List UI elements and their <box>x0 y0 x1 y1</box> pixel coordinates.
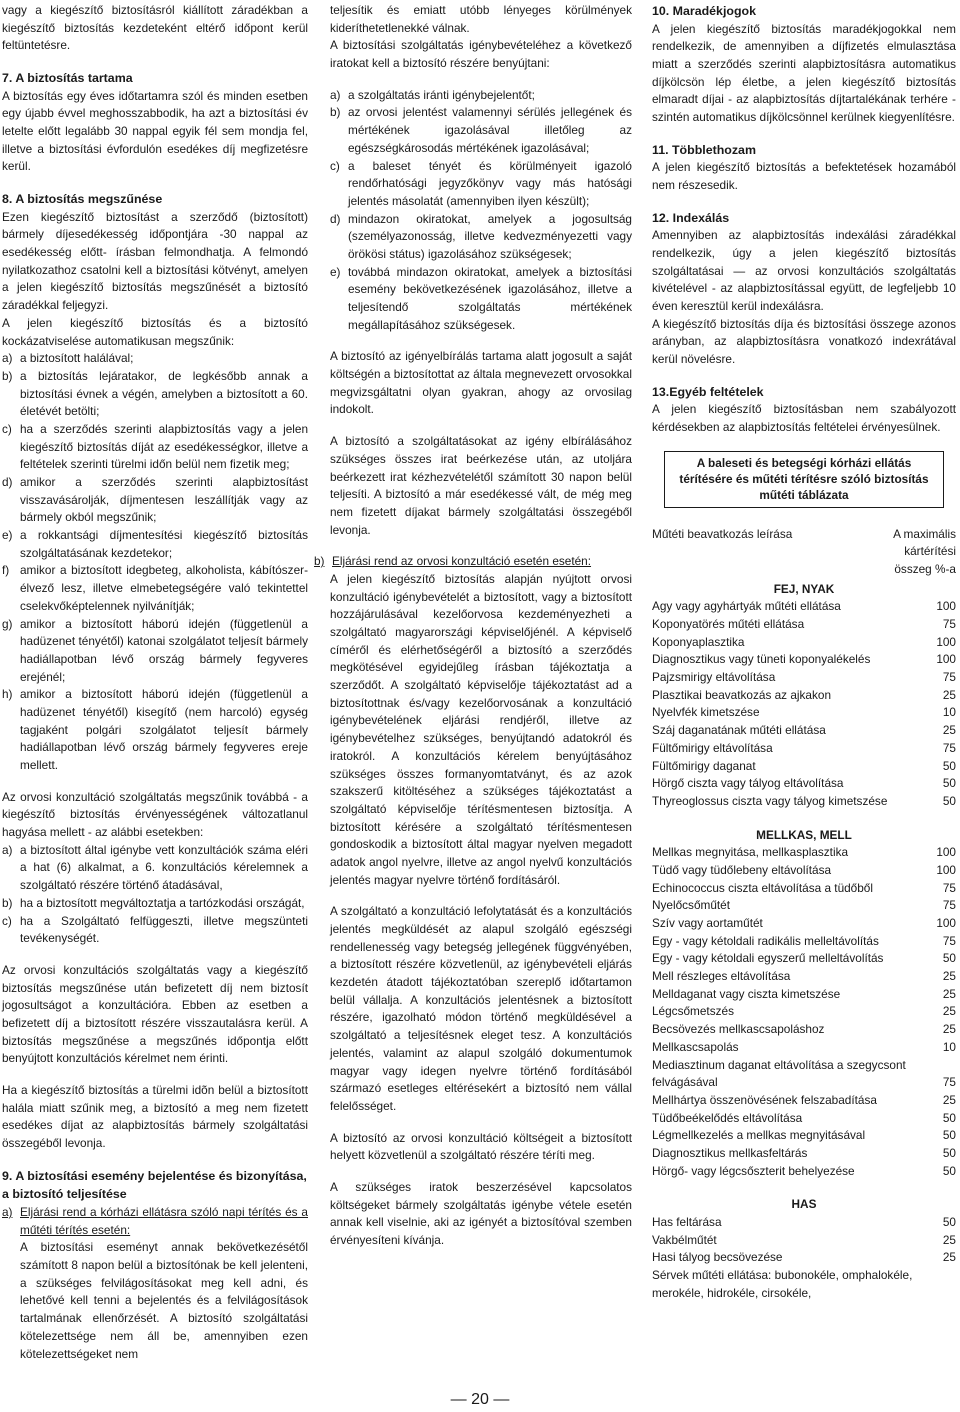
list-item: b) az orvosi jelentést valamennyi sérülés jellegének és mértékének igazolásával illetőleg az egészségkárosodás mértékének igazolásával; <box>330 105 632 155</box>
list-item: e) a rokkantsági díjmentesítési kiegészítő biztosítás szolgáltatásának kezdetekor; <box>2 528 308 560</box>
section-12-text: Amennyiben az alapbiztosítás indexálási záradékkal rendelkezik, úgy a jelen kiegészítő biztosítás szolgáltatásai — az orvosi konzultációs szolgáltatás kivételével - az alapbiztosítással együtt, de legfeljebb 10 éven keresztül kerül indexálásra. <box>652 228 956 314</box>
table-row: Has feltárása 50 <box>652 1215 956 1230</box>
section-9b-title: b) Eljárási rend az orvosi konzultáció esetén esetén: <box>314 554 592 569</box>
section-10-title: 10. Maradékjogok <box>652 4 756 18</box>
table-section-abdomen <box>652 1214 956 1302</box>
list-item: d) mindazon okiratokat, amelyek a jogosultság (személyazonosság, illetve kedvezményezetti vagy örökösi státus) igazolásához szükségesek; <box>330 211 632 261</box>
table-row: Mellkascsapolás 10 <box>652 1039 956 1054</box>
paragraph: A biztosító a szolgáltatásokat az igény elbírálásához szükséges összes irat beérkezése után, az utoljára beérkezett irat kézhezvételétől számított 30 napon belül teljesíti. A biztosító a már esedékessé vált, de még meg nem fizetett díjakat bármely szolgáltatási összegéből levonja. <box>330 434 632 537</box>
page-number: — 20 — <box>450 1391 510 1408</box>
section-11-text: A jelen kiegészítő biztosítás a befektetések hozamából nem részesedik. <box>652 160 956 193</box>
paragraph: A biztosítási szolgáltatás igénybevételéhez a következő iratokat kell a biztosító részére benyújtani: <box>330 38 632 71</box>
paragraph: A szükséges iratok beszerzésével kapcsolatos költségeket bármely szolgáltatás igénybe vétele esetén annak kell viselnie, aki az igényét a biztosítóval szemben érvényesíteni kívánja. <box>330 1179 632 1247</box>
table-row: Plasztikai beavatkozás az ajkakon 25 <box>652 687 956 702</box>
table-row: Fültőmirigy daganat 50 <box>652 758 956 773</box>
table-row: Diagnosztikus mellkasfeltárás 50 <box>652 1145 956 1160</box>
termination-list <box>2 350 308 775</box>
table-row: Pajzsmirigy eltávolítása 75 <box>652 670 956 685</box>
section-10-text: A jelen kiegészítő biztosítás maradékjogokkal nem rendelkezik, de amennyiben a díjfizetés elmulasztása miatt a szerződés szerinti alapbiztosításra automatikus díjkölcsön lép életbe, a jelen kiegészítő biztosítás elmaradt díjai - az alapbiztosítás díjtartalékának terhére - szintén automatikus díjkölcsönnel kerülnek kiegyenlítésre. <box>652 21 956 125</box>
column-1 <box>2 2 308 1363</box>
section-9a-text: A biztosítási eseményt annak bekövetkezésétől számított 8 napon belül a biztosítónak be kell jelenteni, a szükséges felvilágosításokat meg kell adni, és lehetővé kell tenni a bejelentés és a felvilágosítások tartalmának ellenőrzését. A biztosító szolgáltatási kötelezettsége nem áll be, amennyiben ezen kötelezettségeket nem <box>20 1240 308 1361</box>
table-row: Hasi tályog becsövezése 25 <box>652 1250 956 1265</box>
list-item: d) amikor a szerződés szerinti alapbiztosítást visszavásárolják, díjmentesen leszállítják vagy az bármely okból megszűnik; <box>2 475 308 525</box>
section-11-title: 11. Többlethozam <box>652 142 756 157</box>
table-row: Légcsőmetszés 25 <box>652 1004 956 1019</box>
section-8-paragraph: A jelen kiegészítő biztosítás és a biztosító kockázatviselése automatikusan megszűnik: <box>2 315 308 348</box>
section-7-text: A biztosítás egy éves időtartamra szól és minden esetben egy újabb évvel meghosszabbodik, ha azt a biztosítási év letelte előtt legalább 30 nappal egyik fél sem mondja fel, illetve a biztosítási évfordulón esedékes díj megfizetésre kerül. <box>2 88 308 174</box>
table-row: Thyreoglossus ciszta vagy tályog kimetszése 50 <box>652 793 956 808</box>
column-2 <box>314 2 632 1250</box>
consultation-list <box>2 842 308 948</box>
table-row: Koponyaplasztika 100 <box>652 634 956 649</box>
table-row: Tüdőbeékelődés eltávolítása 50 <box>652 1110 956 1125</box>
table-row: Vakbélműtét 25 <box>652 1232 956 1247</box>
section-13-text: A jelen kiegészítő biztosításban nem szabályozott kérdésekben az alapbiztosítás feltételei érvényesülnek. <box>652 402 956 435</box>
consultation-termination-text: Az orvosi konzultáció szolgáltatás megszűnik továbbá - a kiegészítő biztosítás érvényességének változatlanul hagyása mellett - az alábbi esetekben: <box>2 789 308 840</box>
paragraph: A biztosító az igényelbírálás tartama alatt jogosult a saját költségén a biztosítottat az általa megnevezett orvosokkal megvizsgáltatni olyan gyakran, ahogy az orvosilag indokolt. <box>330 349 632 417</box>
table-section-title: HAS <box>791 1197 817 1212</box>
table-row: Fültőmirigy eltávolítása 75 <box>652 740 956 755</box>
table-section-title: FEJ, NYAK <box>773 581 835 596</box>
list-item: h) amikor a biztosított háború idején (függetlenül a hadüzenet tényétől) kisegítő (nem harcoló) egység tagjaként polgári szolgálatot teljesít bármely hadiállapotban lévő ország bármely fegyveres ereje mellett. <box>2 687 308 773</box>
table-row: Agy vagy agyhártyák műtéti ellátása 100 <box>652 599 956 614</box>
section-8-paragraph: Ezen kiegészítő biztosítást a szerződő (biztosított) bármely díjesedékesség időpontjára -30 nappal az esedékesség előtt- írásban felmondhatja. A felmondó nyilatkozathoz csatolni kell a biztosítási kötvényt, amelyen a jelen kiegészítő biztosítás megszűnését a biztosító záradékkal feljegyzi. <box>2 209 308 313</box>
table-header <box>652 526 956 579</box>
paragraph: A biztosító az orvosi konzultáció költségeit a biztosított helyett közvetlenül a szolgáltató részére téríti meg. <box>330 1130 632 1163</box>
list-item: b) a biztosítás lejáratakor, de legkésőbb annak a biztosítási évnek a végén, amelyben a biztosított a 60. életévét betölti; <box>2 368 308 419</box>
table-section-chest <box>652 844 956 1180</box>
table-row: Nyelőcsőműtét 75 <box>652 898 956 913</box>
list-item: e) továbbá mindazon okiratokat, amelyek a biztosítási esemény bekövetkezésének igazolásához, illetve a teljesítendő szolgáltatás mértékének megállapításához szükségesek. <box>330 264 632 332</box>
table-row: Légmellkezelés a mellkas megnyitásával 50 <box>652 1128 956 1143</box>
list-item: f) amikor a biztosított idegbeteg, alkoholista, kábítószer-élvező lesz, illetve elmebetegségére való tekintettel cselekvőképtelennek nyilvánítják; <box>2 563 308 613</box>
table-row: Koponyatörés műtéti ellátása 75 <box>652 617 956 632</box>
intro-text: vagy a kiegészítő biztosításról kiállított záradékban a kiegészítő biztosítás kezdeteként eltérő időpont kerül feltüntetésre. <box>2 3 308 53</box>
table-row: Mellhártya összenövésének felszabadítása 25 <box>652 1092 956 1107</box>
section-9b-text: A jelen kiegészítő biztosítás alapján nyújtott orvosi konzultáció igénybevételét a biztosított, vagy a biztosított hozzájárulásával kezelőorvosa kezdeményezheti a szolgáltató magyarországi képviselőjénél. A képviselő címéről és elérhetőségéről a biztosító a szerződés megkötésével egyidejűleg írásban tájékoztatja a szerződőt. A szolgáltató képviselője tájékoztatást ad a biztosítottnak és/vagy kezelőorvosának a konzultáció igénybevételének eljárási rendjéről, illetve az igénybevételhez szükséges, benyújtandó adatokról és iratokról. A konzultációs kérelem benyújtásához szükséges összes formanyomtatványt, és az azok szakszerű kitöltéséhez a szükséges tájékoztatást a szolgáltató képviselője térítésmentesen biztosítja. A biztosított kérésére a szolgáltató térítésmentesen gondoskodik a biztosított által magyar nyelven megadott adatok angol nyelvre, illetve az angol nyelvű konzultációs jelentés magyar nyelvre történő fordításáról. <box>330 571 632 887</box>
paragraph: teljesítik és emiatt utóbb lényeges körülmények kideríthetetlenekké válnak. <box>330 3 632 35</box>
paragraph: A szolgáltató a konzultáció lefolytatását és a konzultációs jelentés megküldését az alapul szolgáló egészségi rendellenesség vagy betegség jellegének függvényében, a biztosított részére közvetlenül, az igénybevételi eljárás kezdetén átadott tájékoztatóban szereplő időtartamon belül vállalja. A konzultációs jelentésnek a biztosított részére, igazolható módon történő megküldésével a szolgáltató a teljesítésnek eleget tesz. A konzultációs jelentés, valamint az alapul szolgáló dokumentumok magyar vagy idegen nyelvre történő fordításából származó esetleges eltérésekért a biztosító nem vállal felelősséget. <box>330 904 632 1113</box>
section-9a-title: a) Eljárási rend a kórházi ellátásra szóló napi térítés és a műtéti térítés esetén: <box>2 1205 308 1237</box>
grace-period-text: Ha a kiegészítő biztosítás a türelmi idõn belül a biztosított halála miatt szűnik meg, a biztosító a meg nem fizetett esedékes díjat az alapbiztosítás bármely szolgáltatási összegéből levonja. <box>2 1083 308 1151</box>
section-12-text: A kiegészítő biztosítás díja és biztosítási összege azonos arányban, az alapbiztosításra vonatkozó indexrátával kerül növelésre. <box>652 316 956 367</box>
table-row: Szív vagy aortaműtét 100 <box>652 916 956 931</box>
list-item: c) a baleset tényét és körülményeit igazoló rendőrhatósági jegyzőkönyv vagy más hatósági jelentés másolatát (amennyiben ilyen készült); <box>330 158 632 208</box>
table-row: Mell részleges eltávolítása 25 <box>652 969 956 984</box>
table-row: Tüdő vagy tüdőlebeny eltávolítása 100 <box>652 862 956 877</box>
section-7-title: 7. A biztosítás tartama <box>2 71 133 86</box>
list-item: a) a szolgáltatás iránti igénybejelentőt; <box>330 87 535 102</box>
table-row: Hörgő- vagy légcsőszterit behelyezése 50 <box>652 1163 956 1178</box>
table-section-title: MELLKAS, MELL <box>756 827 852 842</box>
table-row: Egy - vagy kétoldali egyszerű melleltávolítás 50 <box>652 951 956 966</box>
table-row: Becsövezés mellkascsapoláshoz 25 <box>652 1022 956 1037</box>
table-row: Melldaganat vagy ciszta kimetszése 25 <box>652 986 956 1001</box>
section-13-title: 13.Egyéb feltételek <box>652 384 764 399</box>
table-row: Echinococcus ciszta eltávolítása a tüdőből 75 <box>652 880 956 895</box>
list-item: g) amikor a biztosított háború idején (függetlenül a hadüzenet tényétől) katonai szolgálatot teljesít bármely hadiállapotban lévő ország bármely fegyveres erejénél; <box>2 616 308 684</box>
section-12-title: 12. Indexálás <box>652 210 730 225</box>
table-row: Egy - vagy kétoldali radikális melleltávolítás 75 <box>652 933 956 948</box>
table-row: Száj daganatának műtéti ellátása 25 <box>652 723 956 738</box>
documents-list <box>330 87 632 335</box>
column-3 <box>652 2 956 1302</box>
table-title-box: A baleseti és betegségi kórházi ellátás térítésére és műtéti térítésre szóló biztosítás műtéti táblázata <box>664 451 944 508</box>
table-row: Nyelvfék kimetszése 10 <box>652 705 956 720</box>
list-item: b) ha a biztosított megváltoztatja a tartózkodási országát, <box>2 895 305 910</box>
section-9-title: 9. A biztosítási esemény bejelentése és bizonyítása, a biztosító teljesítése <box>2 1168 307 1202</box>
column-header-procedure: Műtéti beavatkozás leírása <box>652 526 793 541</box>
table-row: Mediasztinum daganat eltávolítása a szegycsont felvágásával 75 <box>652 1057 956 1090</box>
consultation-fee-text: Az orvosi konzultációs szolgáltatás vagy a kiegészítő biztosítás megszűnése után befizetett díj nem biztosít jogosultságot a konzultációra. Ebben az esetben a befizetett díj a biztosított részére visszautalásra kerül. A biztosítás megszűnése a megszűnés időpontja előtt benyújtott konzultációs kérelmet nem érinti. <box>2 962 308 1066</box>
table-row: Sérvek műtéti ellátása: bubonokéle, omphalokéle, merokéle, hidrokéle, cirsokéle, <box>652 1268 913 1300</box>
list-item: a) a biztosított halálával; <box>2 351 134 366</box>
list-item: c) ha a szerződés szerinti alapbiztosítás vagy a jelen kiegészítő biztosítás díját az esedékességkor, illetve a feltételek szerinti türelmi időn belül nem fizetik meg; <box>2 421 308 472</box>
column-header-percent: A maximális kártérítési összeg %-a <box>893 526 956 576</box>
table-row: Mellkas megnyitása, mellkasplasztika 100 <box>652 845 956 860</box>
table-row: Hörgő ciszta vagy tályog eltávolítása 50 <box>652 776 956 791</box>
table-section-head-neck <box>652 598 956 810</box>
table-row: Diagnosztikus vagy tüneti koponyalékelés 100 <box>652 652 956 667</box>
section-8-title: 8. A biztosítás megszűnése <box>2 192 163 207</box>
list-item: a) a biztosított által igénybe vett konzultációk száma eléri a hat (6) alkalmat, a 6. konzultációs kérelemnek a szolgáltató részére történő átadásával, <box>2 842 308 893</box>
list-item: c) ha a Szolgáltató felfüggeszti, illetve megszünteti tevékenységét. <box>2 913 308 946</box>
